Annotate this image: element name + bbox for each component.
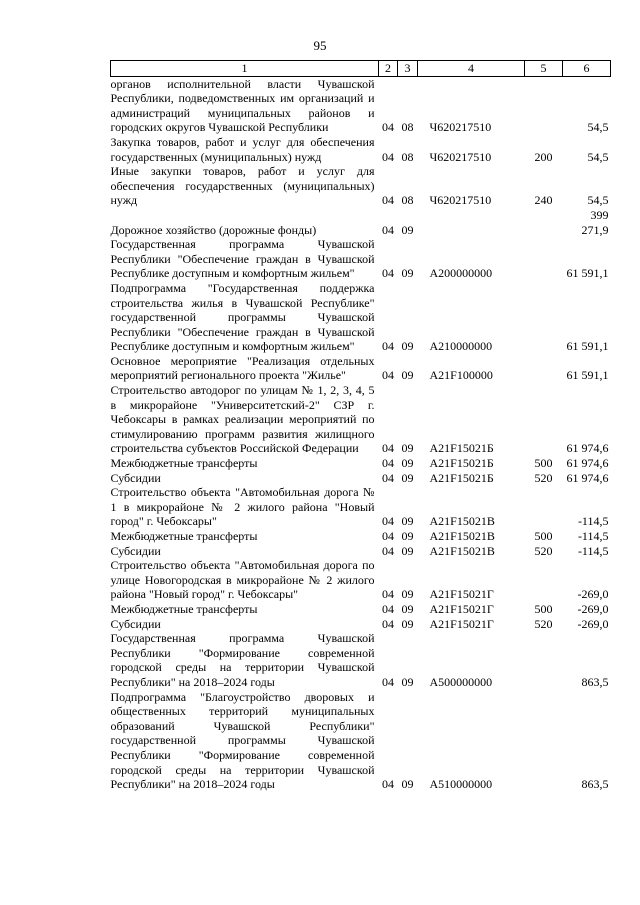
row-target-article-cell: А21F100000 <box>429 368 493 383</box>
row-name-cell: органов исполнительной власти Чувашской Республики, подведомственных им организаций и администраций муниципальных районов и городских округов Чувашской Республики <box>110 76 375 135</box>
row-amount-cell: 863,5 <box>581 674 609 689</box>
row-section-cell: 04 <box>382 368 394 383</box>
row-target-article-cell: А21F15021Г <box>429 601 494 616</box>
row-name-cell: Субсидии <box>110 616 161 631</box>
table-row <box>111 544 611 559</box>
row-amount-cell: -269,0 <box>577 616 609 631</box>
row-name-cell: Субсидии <box>110 543 161 558</box>
header-col-2: 2 <box>379 61 398 77</box>
row-amount-cell: 61 974,6 <box>566 456 609 471</box>
row-name-cell: Строительство объекта "Автомобильная дорога № 1 в микрорайоне № 2 жилого района "Новый город" г. Чебоксары" <box>110 485 375 529</box>
row-subsection-cell: 09 <box>401 587 414 602</box>
row-target-article-cell: А21F15021Б <box>429 470 494 485</box>
row-subsection-cell: 08 <box>401 193 414 208</box>
row-section-cell: 04 <box>382 120 394 135</box>
row-amount-cell: 54,5 <box>587 120 609 135</box>
row-expense-type-cell <box>525 208 563 237</box>
row-expense-type-cell <box>525 383 563 456</box>
row-subsection-cell: 08 <box>401 149 414 164</box>
row-target-article-cell: А200000000 <box>429 266 493 281</box>
row-target-article-cell: А21F15021В <box>429 543 495 558</box>
row-section-cell: 04 <box>382 674 394 689</box>
table-row <box>111 164 611 208</box>
row-name-cell: Межбюджетные трансферты <box>110 456 258 471</box>
row-name-cell: Государственная программа Чувашской Республики "Обеспечение граждан в Чувашской Республике доступным и комфортным жильем" <box>110 237 375 281</box>
row-amount-cell: 61 591,1 <box>566 266 609 281</box>
table-row <box>111 558 611 602</box>
table-row <box>111 208 611 237</box>
row-target-article-cell: А21F15021Г <box>429 587 494 602</box>
row-target-article-cell: А510000000 <box>429 777 493 792</box>
page-number: 95 <box>313 38 327 53</box>
row-expense-type-cell <box>525 690 563 792</box>
table-row <box>111 485 611 529</box>
row-name-cell: Подпрограмма "Благоустройство дворовых и общественных территорий муниципальных образований Чувашской Республики" государственной программы Чувашской Республики "Формирование современной городской среды на территории Чувашской Республики" на 2018–2024 годы <box>110 689 375 792</box>
row-target-article-cell: А21F15021В <box>429 514 495 529</box>
row-expense-type-cell: 520 <box>534 543 553 558</box>
table-row <box>111 281 611 354</box>
row-name-cell: Межбюджетные трансферты <box>110 601 258 616</box>
row-section-cell: 04 <box>382 470 394 485</box>
row-subsection-cell: 09 <box>401 514 414 529</box>
row-amount-cell: 863,5 <box>581 777 609 792</box>
row-subsection-cell: 09 <box>401 441 414 456</box>
row-expense-type-cell <box>525 485 563 529</box>
row-expense-type-cell: 500 <box>534 529 553 543</box>
row-subsection-cell: 09 <box>401 529 414 543</box>
row-section-cell: 04 <box>382 193 394 208</box>
header-col-1: 1 <box>111 61 379 77</box>
row-section-cell: 04 <box>382 149 394 164</box>
row-expense-type-cell: 240 <box>534 193 553 208</box>
row-subsection-cell: 09 <box>401 674 414 689</box>
row-expense-type-cell: 500 <box>534 456 553 471</box>
row-subsection-cell: 09 <box>401 456 414 471</box>
header-col-3: 3 <box>398 61 418 77</box>
row-name-cell: Межбюджетные трансферты <box>110 529 258 543</box>
row-expense-type-cell <box>525 76 563 135</box>
row-subsection-cell: 09 <box>401 616 414 631</box>
row-target-article-cell <box>418 208 525 237</box>
row-amount-cell: 399 271,9 <box>581 207 609 237</box>
table-header-row <box>111 61 611 77</box>
row-expense-type-cell <box>525 631 563 689</box>
table-row <box>111 617 611 632</box>
row-expense-type-cell: 520 <box>534 470 553 485</box>
row-section-cell: 04 <box>382 777 394 792</box>
row-subsection-cell: 08 <box>401 120 414 135</box>
row-section-cell: 04 <box>382 616 394 631</box>
row-expense-type-cell <box>525 237 563 281</box>
row-section-cell: 04 <box>382 543 394 558</box>
row-subsection-cell: 09 <box>401 266 414 281</box>
header-col-5: 5 <box>525 61 563 77</box>
table-row <box>111 456 611 471</box>
row-section-cell: 04 <box>382 529 394 543</box>
row-amount-cell: 54,5 <box>587 149 609 164</box>
row-subsection-cell: 09 <box>401 339 414 354</box>
row-name-cell: Закупка товаров, работ и услуг для обеспечения государственных (муниципальных) нужд <box>110 134 375 164</box>
row-amount-cell: 61 591,1 <box>566 368 609 383</box>
row-name-cell: Строительство объекта "Автомобильная дорога по улице Новогородская в микрорайоне № 2 жилого района "Новый город" г. Чебоксары" <box>110 558 375 602</box>
row-section-cell: 04 <box>382 222 394 237</box>
row-target-article-cell: А500000000 <box>429 674 493 689</box>
row-target-article-cell: Ч620217510 <box>429 120 492 135</box>
row-expense-type-cell: 200 <box>534 149 553 164</box>
table-row <box>111 602 611 617</box>
row-subsection-cell: 09 <box>401 601 414 616</box>
row-section-cell: 04 <box>382 441 394 456</box>
row-name-cell: Строительство автодорог по улицам № 1, 2, 3, 4, 5 в микрорайоне "Университетский-2" СЗР г. Чебоксары в рамках реализации мероприятий по стимулированию программ развития жилищного строительства субъектов Российской Федерации <box>110 383 375 456</box>
header-col-6: 6 <box>563 61 611 77</box>
row-section-cell: 04 <box>382 587 394 602</box>
row-name-cell: Иные закупки товаров, работ и услуг для обеспечения государственных (муниципальных) нужд <box>110 164 375 208</box>
row-amount-cell: 61 974,6 <box>566 441 609 456</box>
table-row <box>111 690 611 792</box>
row-name-cell: Дорожное хозяйство (дорожные фонды) <box>110 222 317 237</box>
row-target-article-cell: А21F15021Б <box>429 441 494 456</box>
table-row <box>111 76 611 135</box>
row-expense-type-cell <box>525 354 563 383</box>
row-name-cell: Субсидии <box>110 470 161 485</box>
row-target-article-cell: Ч620217510 <box>429 149 492 164</box>
budget-table <box>110 60 611 792</box>
row-target-article-cell: А21F15021Г <box>429 616 494 631</box>
row-expense-type-cell <box>525 281 563 354</box>
table-row <box>111 631 611 689</box>
table-row <box>111 529 611 544</box>
row-amount-cell: -114,5 <box>577 514 609 529</box>
row-section-cell: 04 <box>382 456 394 471</box>
row-subsection-cell: 09 <box>401 777 414 792</box>
row-section-cell: 04 <box>382 339 394 354</box>
table-row <box>111 471 611 486</box>
row-target-article-cell: Ч620217510 <box>429 193 492 208</box>
row-section-cell: 04 <box>382 266 394 281</box>
row-section-cell: 04 <box>382 514 394 529</box>
row-amount-cell: 61 591,1 <box>566 339 609 354</box>
row-expense-type-cell: 500 <box>534 601 553 616</box>
row-subsection-cell: 09 <box>401 222 414 237</box>
table-row <box>111 237 611 281</box>
table-row <box>111 383 611 456</box>
table-row <box>111 354 611 383</box>
row-subsection-cell: 09 <box>401 470 414 485</box>
row-target-article-cell: А21F15021Б <box>429 456 494 471</box>
row-amount-cell: -114,5 <box>577 543 609 558</box>
row-expense-type-cell: 520 <box>534 616 553 631</box>
row-amount-cell: 54,5 <box>587 193 609 208</box>
row-target-article-cell: А21F15021В <box>429 529 495 543</box>
row-target-article-cell: А210000000 <box>429 339 493 354</box>
row-expense-type-cell <box>525 558 563 602</box>
table-body <box>111 76 611 792</box>
table-row <box>111 135 611 164</box>
row-amount-cell: -269,0 <box>577 601 609 616</box>
header-col-4: 4 <box>418 61 525 77</box>
row-amount-cell: -269,0 <box>577 587 609 602</box>
row-amount-cell: -114,5 <box>577 529 609 543</box>
row-name-cell: Подпрограмма "Государственная поддержка строительства жилья в Чувашской Республике" государственной программы Чувашской Республики "Обеспечение граждан в Чувашской Республике доступным и комфортным жильем" <box>110 280 375 354</box>
row-name-cell: Государственная программа Чувашской Республики "Формирование современной городской среды на территории Чувашской Республики" на 2018–2024 годы <box>110 631 375 689</box>
row-subsection-cell: 09 <box>401 368 414 383</box>
row-subsection-cell: 09 <box>401 543 414 558</box>
row-section-cell: 04 <box>382 601 394 616</box>
row-amount-cell: 61 974,6 <box>566 470 609 485</box>
row-name-cell: Основное мероприятие "Реализация отдельных мероприятий регионального проекта "Жилье" <box>110 353 375 383</box>
